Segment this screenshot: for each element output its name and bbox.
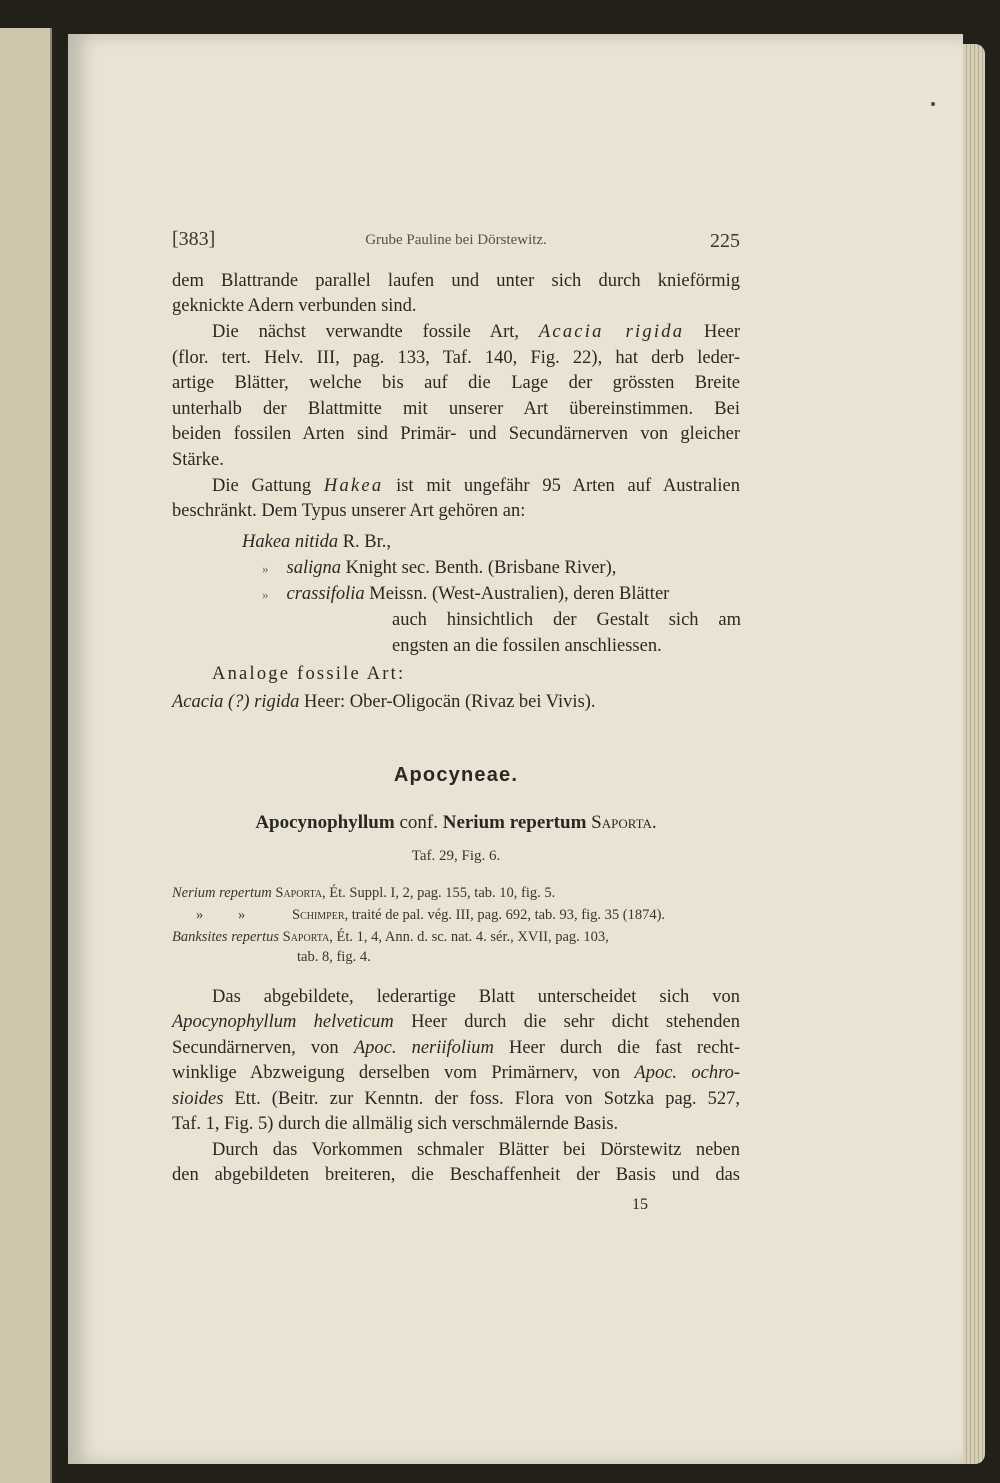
text-line: Das abgebildete, lederartige Blatt unterscheidet sich von: [212, 987, 740, 1007]
text-line: [172, 1036, 740, 1062]
synonym-author: Saporta,: [275, 885, 326, 901]
synonym-entry: [172, 905, 740, 926]
species-author: Knight sec. Benth. (Brisbane River),: [345, 558, 617, 578]
ditto-mark: »: [262, 561, 269, 576]
text-span: Heer durch die fast recht-: [508, 1038, 741, 1058]
species-name: Apocynophyllum helveticum: [172, 1012, 394, 1032]
text-span: Heer: Ober-Oligocän (Rivaz bei Vivis).: [304, 692, 596, 712]
synonym-name: Banksites repertus: [172, 929, 279, 945]
text-line: den abgebildeten breiteren, die Beschaffenheit der Basis und das: [172, 1165, 740, 1185]
species-author: Saporta.: [591, 812, 657, 833]
species-name: Acacia rigida: [538, 322, 685, 342]
synonym-author: Schimper,: [292, 907, 349, 923]
genus-heading: [172, 812, 740, 834]
species-name: Apoc. ochro-: [634, 1063, 740, 1083]
species-entry: [242, 530, 742, 556]
species-name: saligna: [286, 558, 341, 578]
species-author: R. Br.,: [342, 532, 392, 552]
text-line: [172, 474, 740, 500]
species-name: Nerium repertum: [442, 812, 587, 833]
text-span: ist mit ungefähr 95 Arten auf Australien: [396, 476, 741, 496]
species-entry: [262, 582, 742, 608]
conf-label: conf.: [399, 812, 438, 833]
signature-mark: 15: [632, 1196, 648, 1213]
text-line: beschränkt. Dem Typus unserer Art gehören an:: [172, 501, 526, 521]
family-heading: Apocyneae.: [393, 764, 519, 786]
text-line: geknickte Adern verbunden sind.: [172, 296, 417, 316]
species-entry: [262, 556, 742, 582]
header-page-number: 225: [710, 230, 740, 252]
text-line: artige Blätter, welche bis auf die Lage der grössten Breite: [172, 373, 740, 393]
synonym-citation: Ét. 1, 4, Ann. d. sc. nat. 4. sér., XVII, pag. 103,: [336, 929, 609, 945]
analog-entry: [172, 690, 740, 716]
species-name: Acacia (?) rigida: [172, 692, 300, 712]
synonym-citation: traité de pal. vég. III, pag. 692, tab. 93, fig. 35 (1874).: [351, 907, 666, 923]
text-line: dem Blattrande parallel laufen und unter sich durch knieförmig: [172, 271, 740, 291]
left-page-edge: [0, 28, 52, 1483]
text-line: beiden fossilen Arten sind Primär- und Secundärnerven von gleicher: [172, 424, 740, 444]
text-span: winklige Abzweigung derselben vom Primärnerv, von: [172, 1063, 621, 1083]
text-line: Durch das Vorkommen schmaler Blätter bei Dörstewitz neben: [212, 1140, 740, 1160]
text-line: [172, 1010, 740, 1036]
synonym-entry: [172, 883, 740, 904]
species-name: Apoc. neriifolium: [353, 1038, 494, 1058]
text-span: Heer durch die sehr dicht stehenden: [411, 1012, 741, 1032]
ditto-mark: »: [238, 907, 246, 923]
analog-heading: Analoge fossile Art:: [212, 664, 406, 684]
running-header: [172, 228, 740, 256]
species-author: Meissn. (West-Australien), deren Blätter: [369, 584, 670, 604]
ink-speck: [931, 102, 935, 106]
text-line: auch hinsichtlich der Gestalt sich am: [392, 610, 741, 630]
text-line: (flor. tert. Helv. III, pag. 133, Taf. 140, Fig. 22), hat derb leder-: [172, 348, 740, 368]
ditto-mark: »: [262, 587, 269, 602]
plate-reference: Taf. 29, Fig. 6.: [411, 848, 501, 864]
synonym-name: Nerium repertum: [172, 885, 272, 901]
header-title: Grube Pauline bei Dörstewitz.: [365, 232, 547, 248]
genus-name: Apocynophyllum: [255, 812, 395, 833]
synonym-citation: Ét. Suppl. I, 2, pag. 155, tab. 10, fig. 5.: [329, 885, 556, 901]
text-span: Die nächst verwandte fossile Art,: [212, 322, 520, 342]
text-line: Taf. 1, Fig. 5) durch die allmälig sich verschmälernde Basis.: [172, 1114, 619, 1134]
text-line: unterhalb der Blattmitte mit unserer Art übereinstimmen. Bei: [172, 399, 740, 419]
synonym-author: Saporta,: [282, 929, 333, 945]
ditto-mark: »: [196, 907, 204, 923]
text-line: engsten an die fossilen anschliessen.: [392, 636, 662, 656]
text-span: Die Gattung: [212, 476, 312, 496]
species-name: crassifolia: [286, 584, 365, 604]
text-span: Secundärnerven, von: [172, 1038, 339, 1058]
text-line: [172, 1061, 740, 1087]
text-line: [172, 320, 740, 346]
text-line: [172, 1087, 740, 1113]
genus-name: Hakea: [323, 476, 384, 496]
synonym-citation: tab. 8, fig. 4.: [297, 949, 371, 965]
species-name: sioides: [172, 1089, 224, 1109]
text-line: Stärke.: [172, 450, 224, 470]
species-name: Hakea nitida: [242, 532, 339, 552]
header-page-ref: [383]: [172, 228, 216, 250]
text-span: Ett. (Beitr. zur Kenntn. der foss. Flora von Sotzka pag. 527,: [234, 1089, 740, 1109]
text-span: Heer: [704, 322, 740, 342]
synonym-entry: [172, 927, 740, 948]
